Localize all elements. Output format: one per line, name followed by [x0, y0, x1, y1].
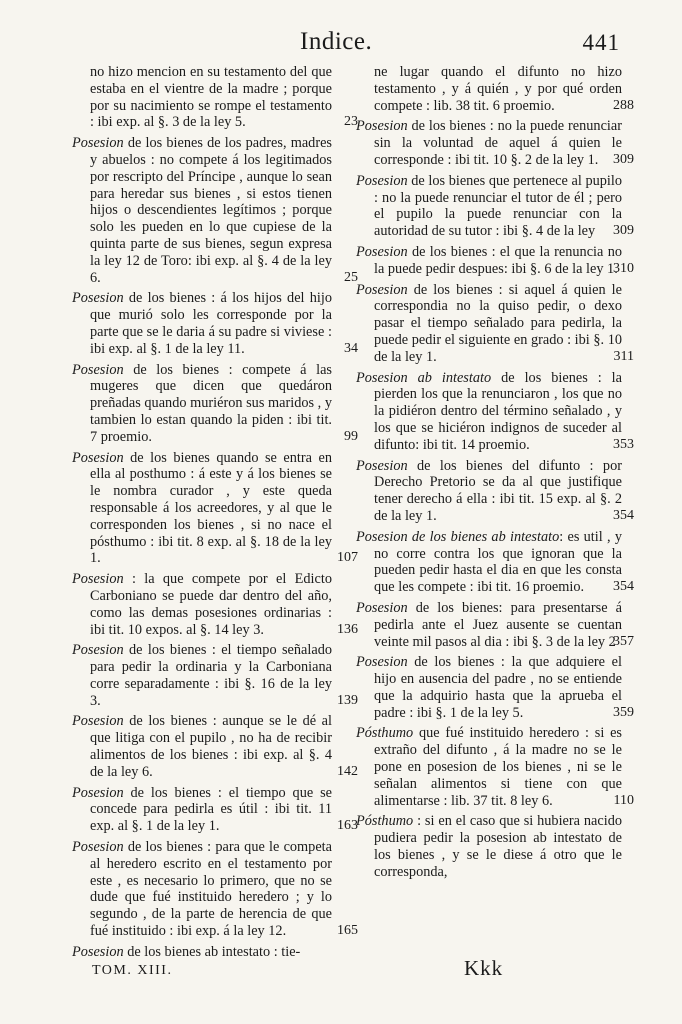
entry-text: no hizo mencion en su testamento del que estaba en el vientre de la madre ; porque por su nacimiento se rompe el testamento : ibi exp. al §. 3 de la ley 5. — [90, 64, 332, 131]
entry-text: de los bienes : el que la renuncia no la puede pedir despues: ibi §. 6 de la ley 1. — [374, 243, 622, 277]
index-entry — [356, 64, 634, 114]
index-entry — [72, 449, 358, 568]
entry-page-ref: 357 — [613, 633, 634, 649]
entry-page-ref: 25 — [344, 269, 358, 285]
entry-heading: Posesion — [72, 449, 124, 466]
entry-heading: Posesion — [72, 642, 124, 659]
entry-text: de los bienes: para presentarse á pedirla ante el Juez ausente se cuentan veinte mil pasos al dia : ibi §. 3 de la ley 2 — [374, 599, 622, 650]
index-entry — [72, 64, 358, 131]
entry-heading: Posesion — [356, 243, 408, 260]
entry-text: : es util , y no corre contra los que ignoran que la pueden pedir hasta el dia en que les consta que les compete : ibi tit. 16 proemio. — [374, 528, 622, 596]
entry-text: de los bienes del difunto : por Derecho Pretorio se da al que justifique tener derecho á ella : ibi tit. 15 exp. al §. 2 de la ley 1. — [374, 457, 622, 524]
index-entry — [356, 725, 634, 809]
index-entry — [356, 599, 634, 650]
index-entry — [72, 839, 358, 940]
index-entry — [356, 118, 634, 168]
entry-text: de los bienes que pertenece al pupilo : no la puede renunciar el tutor de él ; pero el pupilo la puede renunciar con la autoridad de su tutor : ibi §. 4 de la ley — [374, 172, 622, 240]
signature-mark: Kkk — [464, 956, 504, 980]
index-entry — [356, 528, 634, 596]
entry-heading: Posesion — [356, 281, 408, 298]
entry-page-ref: 310 — [613, 260, 634, 276]
entry-page-ref: 107 — [337, 550, 358, 566]
entry-text: ne lugar quando el difunto no hizo testamento , y á quién , y por qué orden compete : lib. 38 tit. 6 proemio. — [374, 64, 622, 114]
entry-heading: Posesion de los bienes ab intestato — [356, 528, 560, 545]
entry-text: de los bienes de los padres, madres y abuelos : no compete á los legitimados por rescripto del Príncipe , aunque lo sean para heredar sus bienes , si estos tienen hijos o descendientes legítimos ; porque solo les pueden en lo que cupiese de la quinta parte de sus bienes, segun expresa la ley 12 de Toro: ibi exp. al §. 4 de la ley 6. — [90, 135, 332, 286]
page-title: Indice. — [300, 28, 373, 55]
entry-heading: Posesion — [356, 654, 408, 671]
entry-heading: Pósthumo — [356, 725, 414, 742]
entry-page-ref: 309 — [613, 223, 634, 239]
entry-heading: Posesion ab intestato — [356, 369, 492, 386]
page-number: 441 — [582, 30, 620, 55]
index-entry — [356, 172, 634, 240]
entry-heading: Posesion — [356, 172, 408, 189]
entry-text: de los bienes : compete á las mugeres que dicen que quedáron preñadas quando muriéron sus maridos , y tambien lo estan quando la piden : ibi tit. 7 proemio. — [90, 361, 332, 445]
entry-heading: Posesion — [72, 290, 124, 307]
entry-page-ref: 311 — [613, 348, 634, 364]
index-entry — [72, 571, 358, 638]
index-entry — [72, 361, 358, 446]
index-entry — [72, 713, 358, 780]
entry-page-ref: 136 — [337, 621, 358, 637]
entry-heading: Posesion — [72, 571, 124, 588]
entry-page-ref: 288 — [613, 97, 634, 113]
entry-page-ref: 23 — [344, 114, 358, 130]
index-entry — [72, 290, 358, 357]
entry-heading: Posesion — [72, 839, 124, 856]
left-column — [72, 64, 358, 965]
entry-page-ref: 99 — [344, 428, 358, 444]
entry-heading: Posesion — [356, 118, 408, 135]
entry-page-ref: 353 — [613, 436, 634, 452]
index-entry — [72, 944, 332, 961]
entry-text: : si en el caso que si hubiera nacido pudiera pedir la posesion ab intestato de los bienes , y se le diese á otro que le corresponda, — [374, 813, 622, 880]
entry-text: de los bienes : el tiempo señalado para pedir la ordinaria y la Carboniana corre separadamente : ibi §. 16 de la ley 3. — [90, 642, 332, 709]
entry-text: de los bienes : la pierden los que la renunciaron , los que no la pidiéron dentro del término señalado , y los que se hiciéron indignos de suceder al difunto: ibi tit. 14 proemio. — [374, 369, 622, 453]
entry-page-ref: 354 — [613, 579, 634, 595]
entry-text: de los bienes : aunque se le dé al que litiga con el pupilo , no ha de recibir alimentos de los bienes : ibi exp. al §. 4 de la ley 6. — [90, 713, 332, 780]
index-entry — [356, 654, 634, 721]
entry-text: de los bienes : el tiempo que se concede para pedirla es útil : ibi tit. 11 exp. al §. 1 de la ley 1. — [90, 784, 332, 835]
index-entry — [72, 784, 358, 835]
entry-page-ref: 34 — [344, 340, 358, 356]
right-column — [356, 64, 634, 885]
index-entry — [72, 135, 358, 286]
index-entry — [356, 813, 622, 880]
entry-heading: Posesion — [356, 599, 408, 616]
entry-text: de los bienes ab intestato : tie- — [123, 943, 301, 960]
entry-text: de los bienes : la que adquiere el hijo en ausencia del padre , no se entiende que la adquirio hasta que la aprueba el padre : ibi §. 1 de la ley 5. — [374, 654, 622, 721]
entry-page-ref: 309 — [613, 151, 634, 167]
entry-heading: Posesion — [72, 943, 124, 960]
index-entry — [72, 642, 358, 709]
entry-text: de los bienes : si aquel á quien le correspondia no la quiso pedir, o dexo pasar el tiempo señalado para pedirla, la puede pedir el siguiente en grado : ibi §. 10 de la ley 1. — [374, 281, 622, 365]
entry-heading: Posesion — [72, 361, 124, 378]
entry-text: que fué instituido heredero : si es extraño del difunto , á la madre no se le pone en posesion de los bienes , ni se le señalan alimentos si tiene con que alimentarse : lib. 37 tit. 8 ley 6. — [374, 725, 622, 809]
entry-text: : la que compete por el Edicto Carboniano se puede dar dentro del año, como las demas posesiones ordinarias : ibi tit. 10 expos. al §. 14 ley 3. — [90, 571, 332, 638]
entry-text: de los bienes : no la puede renunciar sin la voluntad de aquel á quien le corresponde : ibi tit. 10 §. 2 de la ley 1. — [374, 118, 622, 168]
entry-page-ref: 359 — [613, 704, 634, 720]
entry-text: de los bienes quando se entra en ella al posthumo : á este y á los bienes se le nombra curador , y este queda responsable á los acreedores, y al que le corresponden los bienes , si no nace el pósthumo : ibi tit. 8 exp. al §. 18 de la ley 1. — [90, 449, 332, 567]
entry-page-ref: 110 — [613, 792, 634, 808]
entry-text: de los bienes : para que le competa al heredero escrito en el testamento por este , es necesario lo primero, que no se dude que fué instituido heredero ; y lo segundo , de la parte de herencia de que fué instituido : ibi exp. á la ley 12. — [90, 839, 332, 940]
index-entry — [356, 457, 634, 525]
entry-page-ref: 163 — [337, 818, 358, 834]
entry-page-ref: 139 — [337, 692, 358, 708]
page-header — [0, 24, 682, 64]
entry-page-ref: 142 — [337, 763, 358, 779]
index-entry — [356, 369, 634, 454]
entry-heading: Posesion — [356, 457, 408, 474]
entry-heading: Posesion — [72, 713, 124, 730]
entry-page-ref: 354 — [613, 507, 634, 523]
index-entry — [356, 243, 634, 278]
entry-heading: Posesion — [72, 784, 124, 801]
index-entry — [356, 281, 634, 366]
entry-text: de los bienes : á los hijos del hijo que murió solo les corresponde por la parte que se le daria á su padre si viviese : ibi exp. al §. 1 de la ley 11. — [90, 290, 332, 357]
entry-heading: Pósthumo — [356, 813, 414, 830]
entry-heading: Posesion — [72, 135, 124, 152]
entry-page-ref: 165 — [337, 923, 358, 939]
volume-label: TOM. XIII. — [92, 963, 173, 978]
